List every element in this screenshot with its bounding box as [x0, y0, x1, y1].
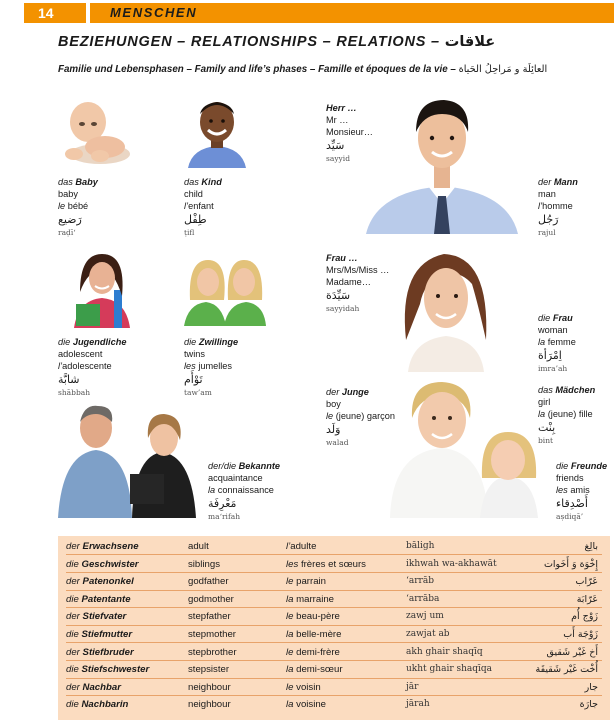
table-row: die Stiefschwester stepsister la demi-sœur ukht ghair shaqīqa أُخْت غَيْر شَقيقَة	[66, 661, 602, 678]
label-child: das Kind child l’enfant طِفْل ṭifl	[184, 177, 222, 237]
baby-photo	[60, 92, 130, 168]
acquaintance-photo	[58, 404, 198, 518]
label-friends: die Freunde friends les amis أَصْدِقاء aṣdiqā’	[556, 461, 608, 521]
page-subtitle: Familie und Lebensphasen – Family and life’s phases – Famille et époques de la vie – العائِلَة و مَراحِلُ الحَياة	[58, 64, 548, 75]
label-girl: das Mädchen girl la (jeune) fille بِنْت bint	[538, 385, 596, 445]
page-title: BEZIEHUNGEN – RELATIONSHIPS – RELATIONS – علاقات	[58, 34, 496, 50]
page-header	[0, 0, 614, 26]
label-acquaintance: der/die Bekannte acquaintance la connaissance مَعْرِفَة ma‘rifah	[208, 461, 281, 521]
woman-photo	[394, 244, 498, 372]
label-woman: die Frau woman la femme اِمْرَأة imra’ah	[538, 313, 576, 373]
table-row: der Stiefvater stepfather le beau-père zawj um زَوْج أُم	[66, 608, 602, 625]
label-mister: Herr … Mr … Monsieur… سَيِّد sayyid	[326, 103, 373, 163]
label-baby: das Baby baby le bébé رَضيع raḍī‘	[58, 177, 98, 237]
table-row: die Patentante godmother la marraine ‘arrāba عَرّابَة	[66, 591, 602, 608]
table-row: der Patenonkel godfather le parrain ‘arrāb عَرّاب	[66, 573, 602, 590]
vocabulary-table	[58, 536, 610, 720]
label-adolescent: die Jugendliche adolescent l’adolescente شابَّة shābbah	[58, 337, 127, 397]
table-row: die Nachbarin neighbour la voisine jārah جارَة	[66, 699, 598, 711]
label-man: der Mann man l’homme رَجُل rajul	[538, 177, 578, 237]
page-number: 14	[24, 3, 86, 23]
table-row: die Stiefmutter stepmother la belle-mère zawjat ab زَوْجَة أَب	[66, 626, 602, 643]
section-title: MENSCHEN	[90, 3, 614, 23]
teen-girl-photo	[62, 250, 142, 328]
table-row: die Geschwister siblings les frères et sœurs ikhwah wa-akhawāt إِخْوَة وَ أَخَوات	[66, 556, 602, 573]
label-twins: die Zwillinge twins les jumelles تَوْأَم taw’am	[184, 337, 239, 397]
label-boy: der Junge boy le (jeune) garçon وَلَد walad	[326, 387, 395, 447]
table-row: der Nachbar neighbour le voisin jār جار	[66, 679, 602, 696]
table-row: der Erwachsene adult l’adulte bāligh بالِغ	[66, 538, 602, 555]
boy-girl-photo	[384, 378, 544, 518]
label-missis: Frau … Mrs/Ms/Miss … Madame… سَيِّدَة sayyidah	[326, 253, 390, 313]
twins-photo	[184, 254, 266, 326]
table-row: der Stiefbruder stepbrother le demi-frère akh ghair shaqīq أَخ غَيْر شَقيق	[66, 644, 602, 661]
man-photo	[366, 92, 518, 234]
child-photo	[184, 92, 250, 168]
